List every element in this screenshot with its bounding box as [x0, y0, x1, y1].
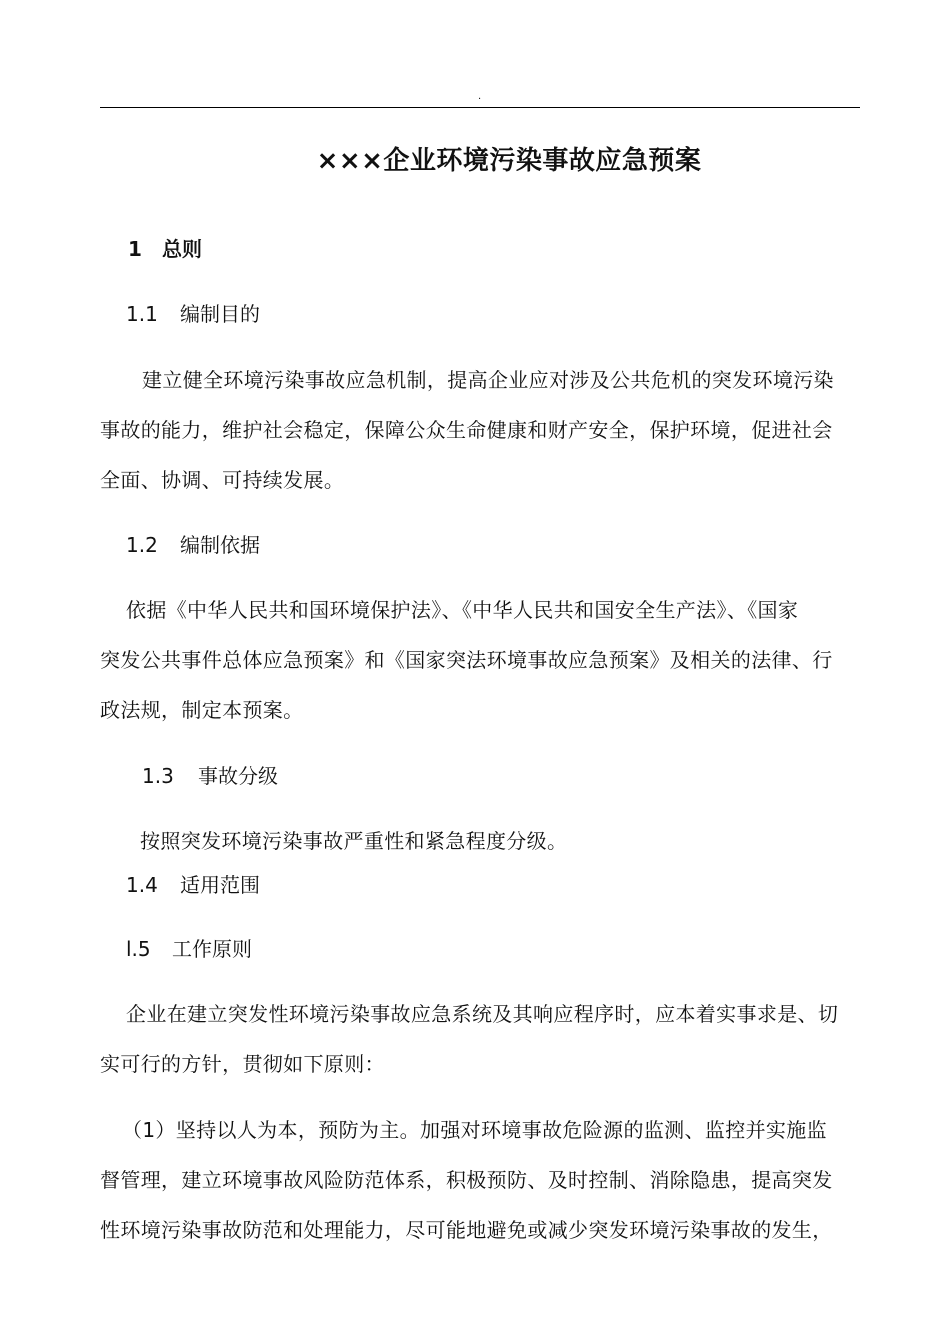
- heading-1-4: [126, 870, 260, 900]
- header-rule: [100, 107, 860, 108]
- heading-label: 总则: [162, 237, 202, 261]
- heading-label: 编制目的: [180, 302, 260, 326]
- heading-1-3: [142, 761, 278, 791]
- heading-number: 1.3: [142, 764, 174, 788]
- text-line: （1）坚持以人为本，预防为主。加强对环境事故危险源的监测、监控并实施监: [122, 1118, 827, 1142]
- heading-number: 1: [128, 237, 142, 261]
- heading-1-1: [126, 299, 260, 329]
- heading-number: l.5: [126, 937, 151, 961]
- paragraph-purpose: [100, 355, 860, 505]
- text-line: 建立健全环境污染事故应急机制，提高企业应对涉及公共危机的突发环境污染: [142, 368, 834, 392]
- paragraph-principle-1: [100, 1105, 860, 1255]
- text-line: 企业在建立突发性环境污染事故应急系统及其响应程序时，应本着实事求是、切: [126, 1002, 839, 1026]
- paragraph-grading: [100, 816, 860, 866]
- heading-label: 编制依据: [180, 533, 260, 557]
- paragraph-principles-intro: [100, 989, 860, 1089]
- document-title: ×××企业环境污染事故应急预案: [316, 146, 702, 176]
- text-line: 政法规，制定本预案。: [100, 698, 304, 722]
- text-line: 事故的能力，维护社会稳定，保障公众生命健康和财产安全，保护环境，促进社会: [100, 418, 833, 442]
- heading-number: 1.1: [126, 302, 158, 326]
- heading-label: 工作原则: [172, 937, 252, 961]
- heading-1-2: [126, 530, 260, 560]
- heading-1-5: [126, 934, 252, 964]
- text-line: 性环境污染事故防范和处理能力，尽可能地避免或减少突发环境污染事故的发生，: [100, 1218, 833, 1242]
- text-line: 督管理，建立环境事故风险防范体系，积极预防、及时控制、消除隐患，提高突发: [100, 1168, 833, 1192]
- header-mark: .: [478, 91, 482, 102]
- heading-number: 1.2: [126, 533, 158, 557]
- heading-label: 适用范围: [180, 873, 260, 897]
- text-line: 依据《中华人民共和国环境保护法》、《中华人民共和国安全生产法》、《国家: [126, 598, 799, 622]
- text-line: 全面、协调、可持续发展。: [100, 468, 345, 492]
- text-line: 按照突发环境污染事故严重性和紧急程度分级。: [140, 829, 568, 853]
- text-line: 实可行的方针，贯彻如下原则：: [100, 1052, 385, 1076]
- heading-label: 事故分级: [198, 764, 278, 788]
- paragraph-basis: [100, 585, 860, 735]
- heading-number: 1.4: [126, 873, 158, 897]
- text-line: 突发公共事件总体应急预案》和《国家突法环境事故应急预案》及相关的法律、行: [100, 648, 833, 672]
- heading-1: [128, 234, 202, 264]
